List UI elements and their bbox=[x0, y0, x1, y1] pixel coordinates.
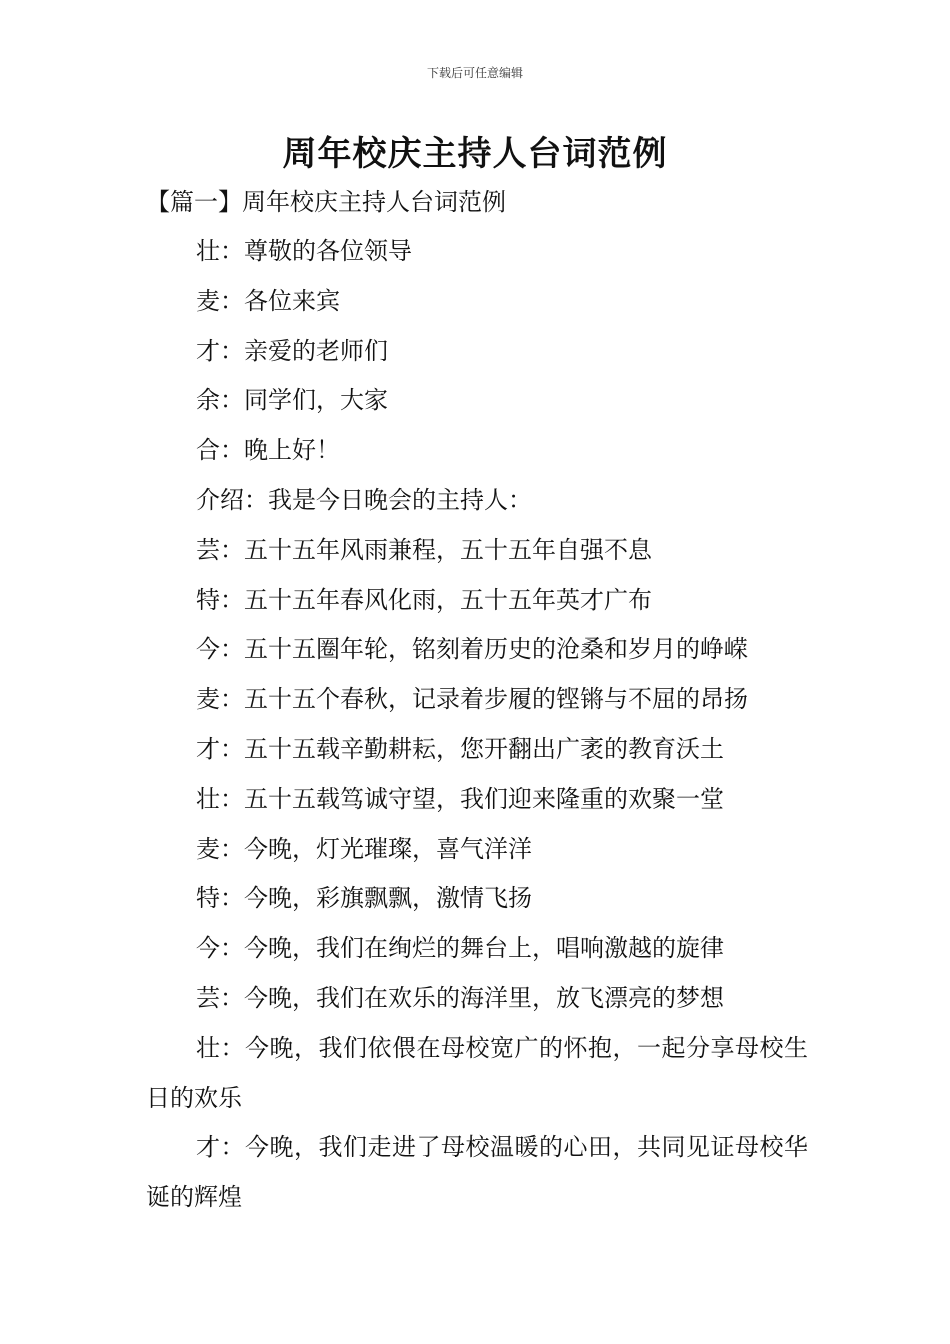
script-line: 壮：尊敬的各位领导 bbox=[196, 237, 412, 265]
script-line: 才：亲爱的老师们 bbox=[196, 336, 388, 365]
script-line: 特：今晚，彩旗飘飘，激情飞扬 bbox=[196, 884, 532, 913]
script-line: 特：五十五年春风化雨，五十五年英才广布 bbox=[196, 585, 652, 614]
script-line: 麦：五十五个春秋，记录着步履的铿锵与不屈的昂扬 bbox=[196, 685, 748, 714]
script-line: 芸：今晚，我们在欢乐的海洋里，放飞漂亮的梦想 bbox=[196, 983, 724, 1012]
script-line: 麦：今晚，灯光璀璨，喜气洋洋 bbox=[196, 834, 532, 863]
script-line: 今：五十五圈年轮，铭刻着历史的沧桑和岁月的峥嵘 bbox=[196, 635, 748, 664]
script-line: 壮：五十五载笃诚守望，我们迎来隆重的欢聚一堂 bbox=[196, 784, 724, 813]
script-line: 麦：各位来宾 bbox=[196, 286, 340, 315]
script-line: 今：今晚，我们在绚烂的舞台上，唱响激越的旋律 bbox=[196, 934, 724, 963]
script-line: 合：晚上好！ bbox=[196, 436, 340, 465]
section-heading: 【篇一】周年校庆主持人台词范例 bbox=[146, 188, 506, 216]
script-line: 才：今晚，我们走进了母校温暖的心田，共同见证母校华诞的辉煌 bbox=[146, 1133, 808, 1212]
script-line: 壮：今晚，我们依偎在母校宽广的怀抱，一起分享母校生日的欢乐 bbox=[146, 1033, 808, 1112]
script-body bbox=[146, 227, 808, 1223]
script-line: 余：同学们，大家 bbox=[196, 386, 388, 415]
document-title: 周年校庆主持人台词范例 bbox=[282, 134, 668, 174]
script-line: 介绍：我是今日晚会的主持人： bbox=[196, 485, 532, 514]
header-note: 下载后可任意编辑 bbox=[426, 66, 523, 80]
script-line: 芸：五十五年风雨兼程，五十五年自强不息 bbox=[196, 535, 652, 564]
script-line: 才：五十五载辛勤耕耘，您开翻出广袤的教育沃土 bbox=[196, 734, 724, 763]
